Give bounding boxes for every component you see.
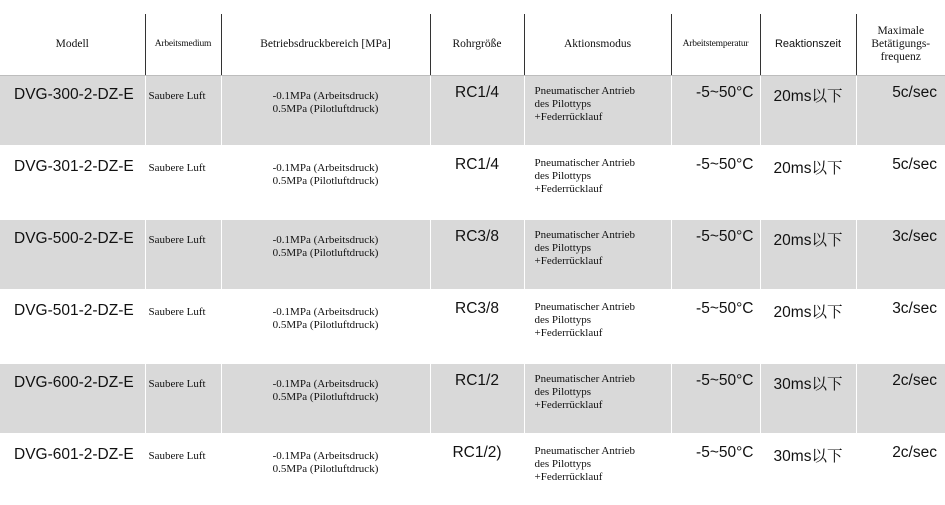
- cell-medium: Saubere Luft: [145, 148, 221, 217]
- cell-action-line3: +Federrücklauf: [535, 399, 671, 412]
- table-row: [0, 364, 945, 433]
- table-row: [0, 220, 945, 289]
- header-frequency-line3: frequenz: [858, 51, 945, 64]
- cell-model: DVG-300-2-DZ-E: [0, 76, 145, 146]
- table-row: [0, 436, 945, 505]
- cell-temperature: -5~50°C: [671, 220, 760, 289]
- table-row: [0, 76, 945, 146]
- cell-pressure-working: -0.1MPa (Arbeitsdruck): [222, 450, 430, 463]
- cell-frequency: 5c/sec: [856, 148, 945, 217]
- cell-action-line2: des Pilottyps: [535, 170, 671, 183]
- header-frequency-line2: Betätigungs-: [858, 38, 945, 51]
- cell-pressure: [221, 436, 430, 505]
- cell-action-line3: +Federrücklauf: [535, 255, 671, 268]
- cell-temperature: -5~50°C: [671, 76, 760, 146]
- cell-pressure-working: -0.1MPa (Arbeitsdruck): [222, 306, 430, 319]
- cell-temperature: -5~50°C: [671, 148, 760, 217]
- cell-pipe: RC1/2): [430, 436, 524, 505]
- cell-action: [524, 292, 671, 361]
- cell-action: [524, 76, 671, 146]
- header-frequency: [856, 14, 945, 76]
- cell-pressure: [221, 220, 430, 289]
- cell-pressure: [221, 292, 430, 361]
- cell-pressure-pilot: 0.5MPa (Pilotluftdruck): [222, 463, 430, 476]
- cell-pressure-working: -0.1MPa (Arbeitsdruck): [222, 234, 430, 247]
- cell-pressure: [221, 76, 430, 146]
- cell-action: [524, 364, 671, 433]
- cell-model: DVG-500-2-DZ-E: [0, 220, 145, 289]
- cell-pressure-pilot: 0.5MPa (Pilotluftdruck): [222, 103, 430, 116]
- cell-action-line1: Pneumatischer Antrieb: [535, 85, 671, 98]
- header-pressure: Betriebsdruckbereich [MPa]: [221, 14, 430, 76]
- header-action: Aktionsmodus: [524, 14, 671, 76]
- cell-frequency: 2c/sec: [856, 436, 945, 505]
- cell-action-line2: des Pilottyps: [535, 314, 671, 327]
- cell-model: DVG-600-2-DZ-E: [0, 364, 145, 433]
- cell-reaction: 30ms以下: [760, 364, 856, 433]
- cell-reaction: 30ms以下: [760, 436, 856, 505]
- cell-action-line1: Pneumatischer Antrieb: [535, 373, 671, 386]
- cell-pressure-pilot: 0.5MPa (Pilotluftdruck): [222, 175, 430, 188]
- cell-frequency: 3c/sec: [856, 220, 945, 289]
- cell-pressure-pilot: 0.5MPa (Pilotluftdruck): [222, 391, 430, 404]
- header-pipe: Rohrgröße: [430, 14, 524, 76]
- spec-table: [0, 14, 945, 505]
- cell-action-line1: Pneumatischer Antrieb: [535, 229, 671, 242]
- cell-temperature: -5~50°C: [671, 292, 760, 361]
- cell-pipe: RC3/8: [430, 292, 524, 361]
- cell-action-line3: +Federrücklauf: [535, 471, 671, 484]
- header-row: [0, 14, 945, 76]
- cell-action-line2: des Pilottyps: [535, 242, 671, 255]
- header-medium: Arbeitsmedium: [145, 14, 221, 76]
- header-reaction: Reaktionszeit: [760, 14, 856, 76]
- cell-action-line1: Pneumatischer Antrieb: [535, 157, 671, 170]
- cell-frequency: 5c/sec: [856, 76, 945, 146]
- cell-model: DVG-501-2-DZ-E: [0, 292, 145, 361]
- cell-medium: Saubere Luft: [145, 76, 221, 146]
- cell-medium: Saubere Luft: [145, 292, 221, 361]
- cell-action-line2: des Pilottyps: [535, 98, 671, 111]
- cell-model: DVG-601-2-DZ-E: [0, 436, 145, 505]
- cell-reaction: 20ms以下: [760, 292, 856, 361]
- cell-medium: Saubere Luft: [145, 364, 221, 433]
- cell-medium: Saubere Luft: [145, 436, 221, 505]
- cell-action-line2: des Pilottyps: [535, 458, 671, 471]
- cell-action: [524, 148, 671, 217]
- cell-action-line3: +Federrücklauf: [535, 111, 671, 124]
- cell-model: DVG-301-2-DZ-E: [0, 148, 145, 217]
- table-row: [0, 148, 945, 217]
- cell-reaction: 20ms以下: [760, 220, 856, 289]
- cell-action: [524, 220, 671, 289]
- cell-pressure-working: -0.1MPa (Arbeitsdruck): [222, 162, 430, 175]
- cell-action-line3: +Federrücklauf: [535, 327, 671, 340]
- cell-temperature: -5~50°C: [671, 436, 760, 505]
- cell-action-line3: +Federrücklauf: [535, 183, 671, 196]
- cell-pressure-working: -0.1MPa (Arbeitsdruck): [222, 90, 430, 103]
- header-model: Modell: [0, 14, 145, 76]
- cell-pressure-pilot: 0.5MPa (Pilotluftdruck): [222, 247, 430, 260]
- cell-frequency: 3c/sec: [856, 292, 945, 361]
- cell-pipe: RC1/2: [430, 364, 524, 433]
- cell-pipe: RC1/4: [430, 148, 524, 217]
- cell-action-line2: des Pilottyps: [535, 386, 671, 399]
- header-temperature: Arbeitstemperatur: [671, 14, 760, 76]
- header-frequency-line1: Maximale: [858, 25, 945, 38]
- cell-pressure: [221, 364, 430, 433]
- cell-pressure-pilot: 0.5MPa (Pilotluftdruck): [222, 319, 430, 332]
- cell-frequency: 2c/sec: [856, 364, 945, 433]
- cell-action: [524, 436, 671, 505]
- cell-reaction: 20ms以下: [760, 148, 856, 217]
- table-row: [0, 292, 945, 361]
- cell-pressure: [221, 148, 430, 217]
- cell-pressure-working: -0.1MPa (Arbeitsdruck): [222, 378, 430, 391]
- cell-pipe: RC1/4: [430, 76, 524, 146]
- cell-medium: Saubere Luft: [145, 220, 221, 289]
- cell-action-line1: Pneumatischer Antrieb: [535, 445, 671, 458]
- cell-temperature: -5~50°C: [671, 364, 760, 433]
- cell-reaction: 20ms以下: [760, 76, 856, 146]
- table-body: [0, 76, 945, 505]
- cell-action-line1: Pneumatischer Antrieb: [535, 301, 671, 314]
- cell-pipe: RC3/8: [430, 220, 524, 289]
